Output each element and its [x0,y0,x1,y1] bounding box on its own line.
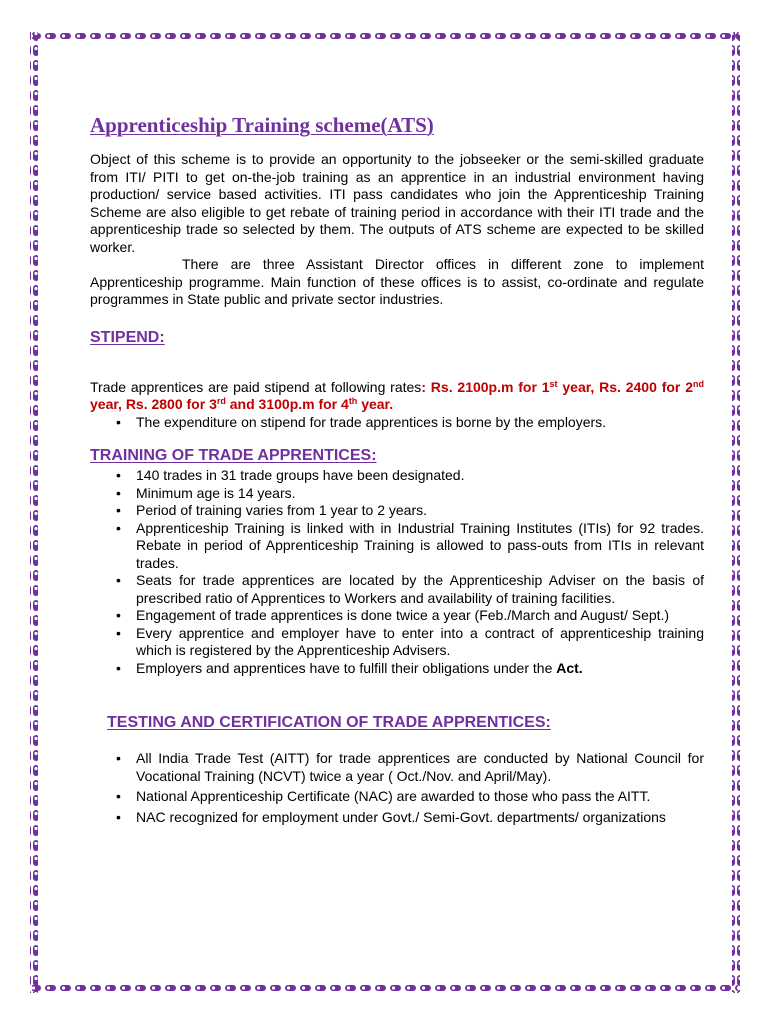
testing-heading: TESTING AND CERTIFICATION OF TRADE APPRENTICES: [107,714,551,731]
list-item: • Every apprentice and employer have to enter into a contract of apprenticeship training which is registered by the Apprenticeship Advisers. [136,625,704,660]
act-bold: Act. [556,659,583,676]
list-item: • Employers and apprentices have to fulfill their obligations under the Act. [136,660,704,678]
training-heading: TRAINING OF TRADE APPRENTICES: [90,447,377,464]
list-item: • National Apprenticeship Certificate (NAC) are awarded to those who pass the AITT. [136,788,704,806]
offices-paragraph: There are three Assistant Director offices in different zone to implement Apprenticeship programme. Main function of these offices is to assist, co-ordinate and regulate programmes in State public and private sector industries. [90,256,704,307]
training-list [90,467,704,677]
list-item: • Minimum age is 14 years. [136,485,704,503]
document-body [90,112,704,829]
list-item: • Engagement of trade apprentices is done twice a year (Feb./March and August/ Sept.) [136,607,704,625]
list-item: • Seats for trade apprentices are located by the Apprenticeship Adviser on the basis of prescribed ratio of Apprentices to Workers and availability of training facilities. [136,572,704,607]
testing-list [90,750,704,826]
list-item: • NAC recognized for employment under Govt./ Semi-Govt. departments/ organizations [136,809,704,827]
list-item: • 140 trades in 31 trade groups have been designated. [136,467,704,485]
list-item: • Apprenticeship Training is linked with in Industrial Training Institutes (ITIs) for 92 trades. Rebate in period of Apprenticeship Training is allowed to pass-outs from ITIs in relevant trades. [136,520,704,573]
stipend-list [90,414,704,432]
list-item: • The expenditure on stipend for trade apprentices is borne by the employers. [136,414,704,432]
stipend-rates-text: : Rs. 2100p.m for 1st year, Rs. 2400 for 2nd year, Rs. 2800 for 3rd and 3100p.m for 4th year. [90,378,704,412]
stipend-rates [90,379,704,414]
stipend-heading: STIPEND: [90,328,165,346]
page-title: Apprenticeship Training scheme(ATS) [90,113,434,137]
stipend-lead: Trade apprentices are paid stipend at following rates [90,378,422,395]
list-item: • Period of training varies from 1 year to 2 years. [136,502,704,520]
list-item: • All India Trade Test (AITT) for trade apprentices are conducted by National Council for Vocational Training (NCVT) twice a year ( Oct./Nov. and April/May). [136,750,704,785]
intro-paragraph: Object of this scheme is to provide an opportunity to the jobseeker or the semi-skilled graduate from ITI/ PITI to get on-the-job training as an apprentice in an industrial environment having production/ service based activities. ITI pass candidates who join the Apprenticeship Training Scheme are also eligible to get rebate of training period in accordance with their ITI trade and the apprenticeship trade so selected by them. The outputs of ATS scheme are expected to be skilled worker. [90,151,704,255]
